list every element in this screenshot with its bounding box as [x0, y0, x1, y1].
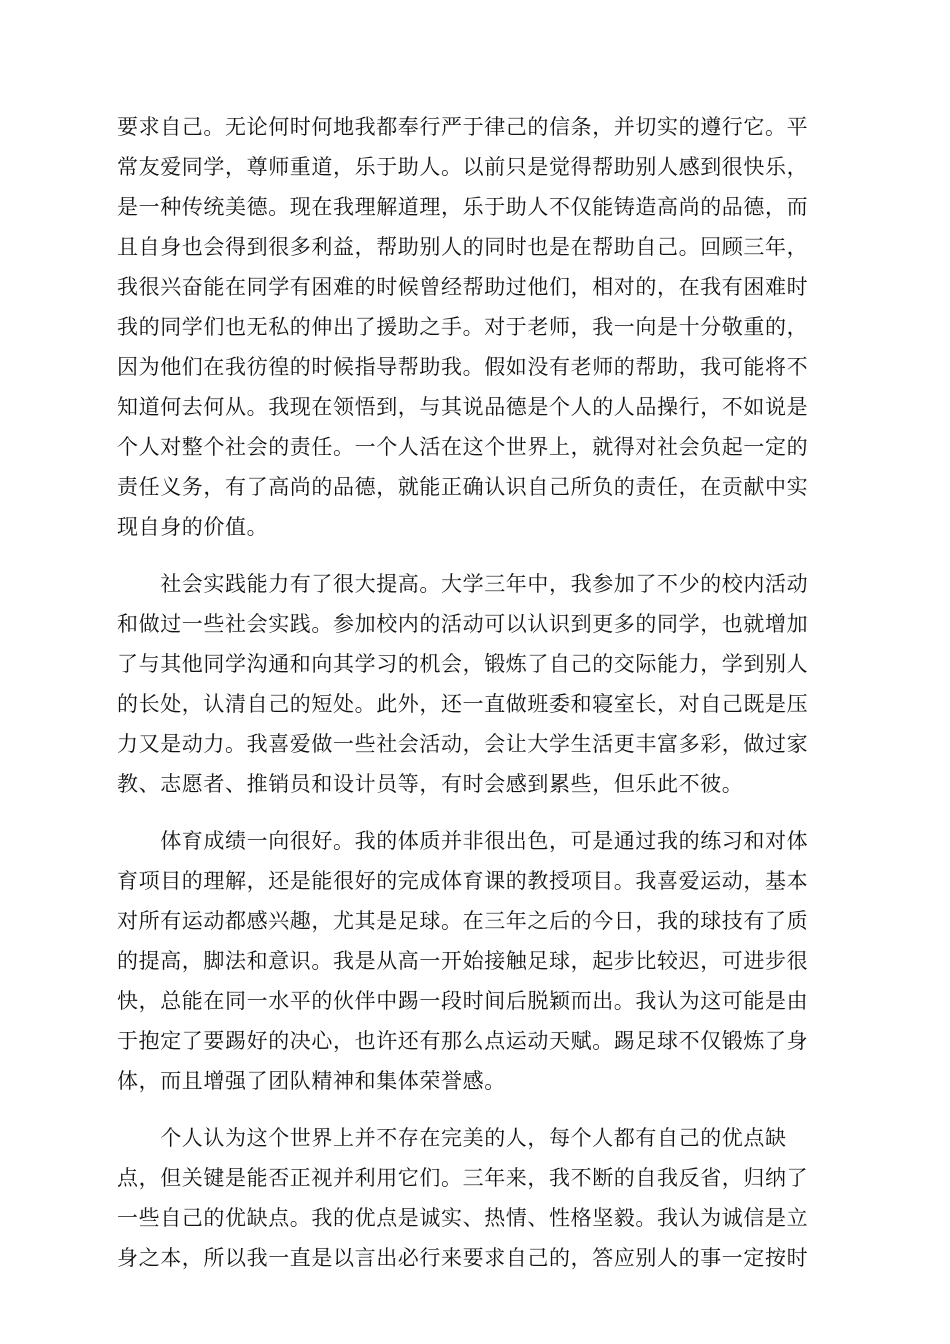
text-line: 常友爱同学，尊师重道，乐于助人。以前只是觉得帮助别人感到很快乐，	[117, 155, 809, 179]
text-line: 社会实践能力有了很大提高。大学三年中，我参加了不少的校内活动	[117, 572, 809, 596]
paragraph-strengths-weaknesses	[117, 1118, 833, 1278]
paragraph-spacing	[117, 804, 833, 821]
text-line: 育项目的理解，还是能很好的完成体育课的教授项目。我喜爱运动，基本	[117, 869, 809, 893]
paragraph-spacing	[117, 547, 833, 564]
text-line: 对所有运动都感兴趣，尤其是足球。在三年之后的今日，我的球技有了质	[117, 909, 809, 933]
text-line: 知道何去何从。我现在领悟到，与其说品德是个人的人品操行，不如说是	[117, 395, 809, 419]
text-line: 了与其他同学沟通和向其学习的机会，锻炼了自己的交际能力，学到别人	[117, 652, 809, 676]
text-line: 我的同学们也无私的伸出了援助之手。对于老师，我一向是十分敬重的，	[117, 315, 809, 339]
paragraph-sports	[117, 821, 833, 1101]
document-body	[117, 107, 833, 1278]
paragraph-spacing	[117, 1101, 833, 1118]
text-line: 点，但关键是能否正视并利用它们。三年来，我不断的自我反省，归纳了	[117, 1166, 809, 1190]
text-line: 于抱定了要踢好的决心，也许还有那么点运动天赋。踢足球不仅锻炼了身	[117, 1029, 809, 1053]
paragraph-social-practice	[117, 564, 833, 804]
text-line: 我很兴奋能在同学有困难的时候曾经帮助过他们，相对的，在我有困难时	[117, 275, 809, 299]
text-line: 要求自己。无论何时何地我都奉行严于律己的信条，并切实的遵行它。平	[117, 115, 809, 139]
text-line: 力又是动力。我喜爱做一些社会活动，会让大学生活更丰富多彩，做过家	[117, 732, 809, 756]
text-line: 体育成绩一向很好。我的体质并非很出色，可是通过我的练习和对体	[117, 829, 809, 853]
paragraph-character	[117, 107, 833, 547]
text-line: 是一种传统美德。现在我理解道理，乐于助人不仅能铸造高尚的品德，而	[117, 195, 809, 219]
text-line: 因为他们在我彷徨的时候指导帮助我。假如没有老师的帮助，我可能将不	[117, 355, 809, 379]
text-line: 现自身的价值。	[117, 515, 269, 539]
text-line: 快，总能在同一水平的伙伴中踢一段时间后脱颖而出。我认为这可能是由	[117, 989, 809, 1013]
text-line: 和做过一些社会实践。参加校内的活动可以认识到更多的同学，也就增加	[117, 612, 809, 636]
text-line: 个人对整个社会的责任。一个人活在这个世界上，就得对社会负起一定的	[117, 435, 809, 459]
text-line: 责任义务，有了高尚的品德，就能正确认识自己所负的责任，在贡献中实	[117, 475, 809, 499]
text-line: 个人认为这个世界上并不存在完美的人，每个人都有自己的优点缺	[117, 1126, 787, 1150]
text-line: 教、志愿者、推销员和设计员等，有时会感到累些，但乐此不彼。	[117, 772, 744, 796]
text-line: 的长处，认清自己的短处。此外，还一直做班委和寝室长，对自己既是压	[117, 692, 809, 716]
text-line: 且自身也会得到很多利益，帮助别人的同时也是在帮助自己。回顾三年，	[117, 235, 809, 259]
text-line: 一些自己的优缺点。我的优点是诚实、热情、性格坚毅。我认为诚信是立	[117, 1206, 809, 1230]
text-line: 体，而且增强了团队精神和集体荣誉感。	[117, 1069, 506, 1093]
text-line: 身之本，所以我一直是以言出必行来要求自己的，答应别人的事一定按时	[117, 1246, 809, 1270]
text-line: 的提高，脚法和意识。我是从高一开始接触足球，起步比较迟，可进步很	[117, 949, 809, 973]
